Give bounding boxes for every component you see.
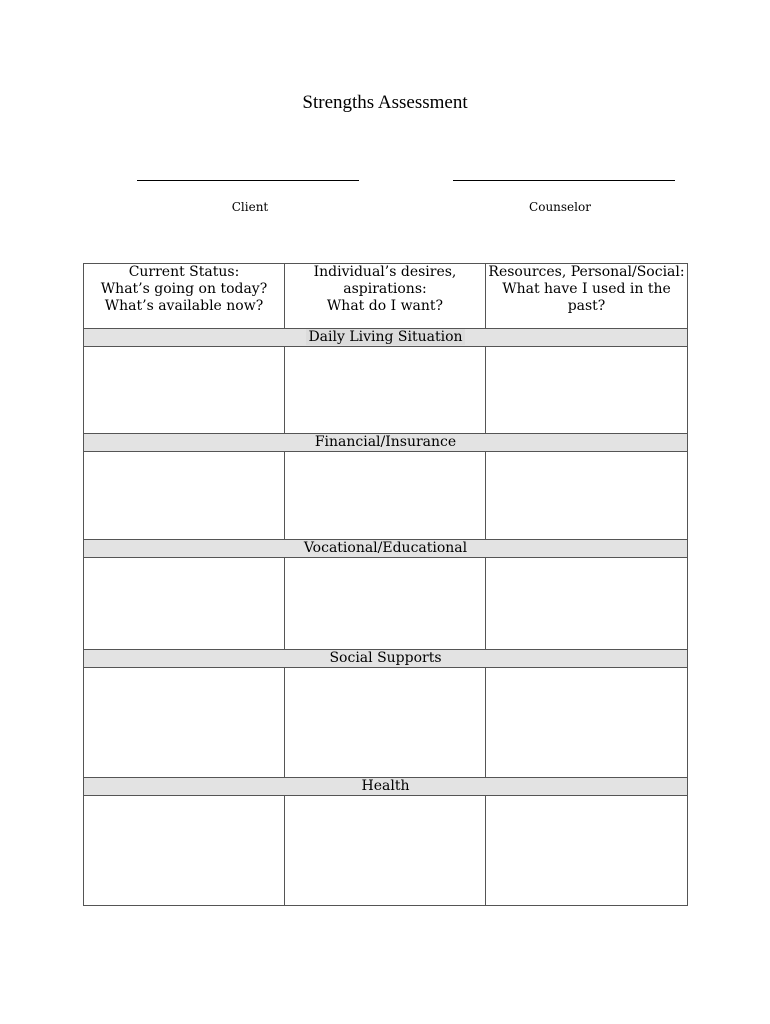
entry-cell-resources[interactable] [486,452,688,540]
section-row-health [84,778,688,796]
counselor-signature-line[interactable] [453,180,675,181]
header-line: Current Status: [128,264,240,280]
section-label: Health [361,778,410,794]
entry-cell-resources[interactable] [486,347,688,434]
page-title: Strengths Assessment [302,92,468,113]
section-label: Daily Living Situation [308,329,463,345]
entry-cell-desires[interactable] [285,558,486,650]
section-row-daily-living [84,329,688,347]
header-line: past? [567,298,606,314]
header-resources [486,264,688,329]
section-row-social [84,650,688,668]
entry-cell-current-status[interactable] [84,796,285,906]
counselor-label: Counselor [529,200,591,214]
entry-cell-resources[interactable] [486,558,688,650]
section-row-vocational [84,540,688,558]
header-line: What have I used in the [502,281,671,297]
entry-cell-current-status[interactable] [84,452,285,540]
entry-cell-resources[interactable] [486,796,688,906]
section-label: Financial/Insurance [314,434,457,450]
header-line: aspirations: [343,281,427,297]
entry-cell-desires[interactable] [285,347,486,434]
entry-cell-desires[interactable] [285,668,486,778]
header-line: What’s available now? [104,298,264,314]
header-line: What do I want? [326,298,444,314]
entry-row-vocational [84,558,688,650]
header-line: Resources, Personal/Social: [488,264,685,280]
entry-cell-desires[interactable] [285,452,486,540]
assessment-table [83,263,688,906]
client-signature-line[interactable] [137,180,359,181]
section-row-financial [84,434,688,452]
header-line: What’s going on today? [100,281,268,297]
entry-cell-current-status[interactable] [84,558,285,650]
entry-row-daily-living [84,347,688,434]
header-current-status [84,264,285,329]
entry-cell-current-status[interactable] [84,347,285,434]
client-label: Client [231,200,269,214]
entry-cell-resources[interactable] [486,668,688,778]
entry-row-health [84,796,688,906]
section-label: Vocational/Educational [303,540,468,556]
section-label: Social Supports [329,650,442,666]
entry-cell-desires[interactable] [285,796,486,906]
header-row [84,264,688,329]
header-line: Individual’s desires, [313,264,457,280]
entry-row-social [84,668,688,778]
entry-cell-current-status[interactable] [84,668,285,778]
header-desires [285,264,486,329]
entry-row-financial [84,452,688,540]
